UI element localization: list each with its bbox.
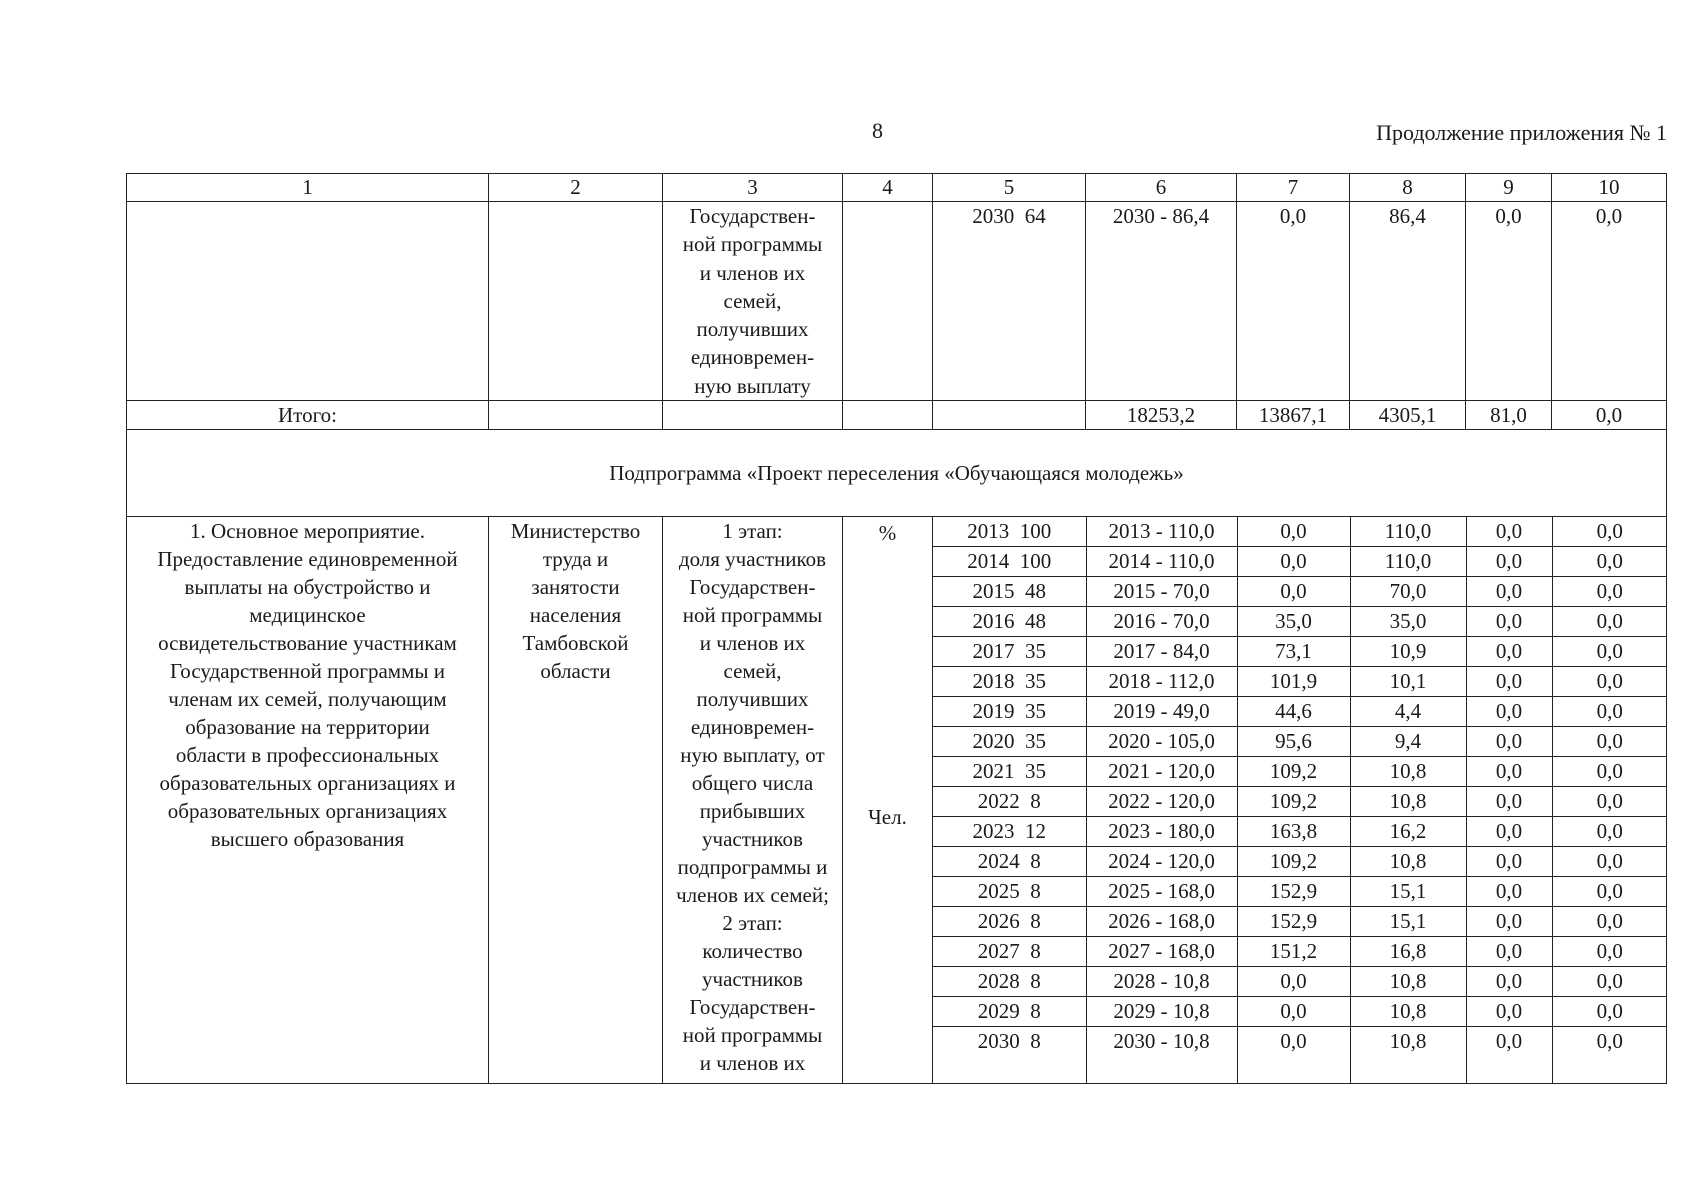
year-cell-c5: 2028 8	[933, 967, 1086, 997]
total-col8: 4305,1	[1350, 401, 1466, 430]
year-row	[933, 607, 1667, 637]
year-row	[933, 1027, 1667, 1084]
amount-col7: 0,0	[1237, 202, 1350, 401]
year-cell-c8: 10,9	[1350, 637, 1466, 667]
appendix-continuation-header: Продолжение приложения № 1	[1376, 120, 1667, 145]
year-cell-c9: 0,0	[1466, 517, 1552, 547]
year-cell-c9: 0,0	[1466, 547, 1552, 577]
year-cell-c6: 2029 - 10,8	[1086, 997, 1237, 1027]
cell-empty	[663, 401, 843, 430]
year-cell-c9: 0,0	[1466, 697, 1552, 727]
year-row	[933, 577, 1667, 607]
year-cell-c8: 9,4	[1350, 727, 1466, 757]
year-cell-c5: 2013 100	[933, 517, 1086, 547]
total-col9: 81,0	[1466, 401, 1552, 430]
year-cell-c10: 0,0	[1552, 817, 1667, 847]
year-cell-c6: 2018 - 112,0	[1086, 667, 1237, 697]
year-cell-c5: 2021 35	[933, 757, 1086, 787]
subprogram-row	[127, 430, 1667, 517]
total-label: Итого:	[127, 401, 489, 430]
year-cell-c5: 2024 8	[933, 847, 1086, 877]
year-row	[933, 907, 1667, 937]
year-cell-c10: 0,0	[1552, 547, 1667, 577]
year-cell-c8: 15,1	[1350, 907, 1466, 937]
year-row	[933, 517, 1667, 547]
year-cell-c7: 109,2	[1237, 787, 1350, 817]
year-cell-c9: 0,0	[1466, 997, 1552, 1027]
year-row	[933, 997, 1667, 1027]
year-cell-c6: 2025 - 168,0	[1086, 877, 1237, 907]
year-cell-c10: 0,0	[1552, 577, 1667, 607]
year-cell-c6: 2023 - 180,0	[1086, 817, 1237, 847]
year-row	[933, 757, 1667, 787]
year-cell-c10: 0,0	[1552, 607, 1667, 637]
col-header: 10	[1552, 174, 1667, 202]
year-cell-c10: 0,0	[1552, 697, 1667, 727]
year-row	[933, 847, 1667, 877]
year-row	[933, 637, 1667, 667]
year-row	[933, 547, 1667, 577]
col-header: 4	[843, 174, 933, 202]
year-row	[933, 787, 1667, 817]
year-cell-c8: 10,8	[1350, 757, 1466, 787]
year-cell-c5: 2019 35	[933, 697, 1086, 727]
year-cell-c8: 10,8	[1350, 847, 1466, 877]
year-cell-c7: 0,0	[1237, 577, 1350, 607]
measure-row	[127, 517, 1667, 1084]
year-cell-c10: 0,0	[1552, 1027, 1667, 1084]
year-cell-c6: 2022 - 120,0	[1086, 787, 1237, 817]
year-cell-c6: 2024 - 120,0	[1086, 847, 1237, 877]
year-row	[933, 967, 1667, 997]
year-cell-c8: 35,0	[1350, 607, 1466, 637]
year-cell-c9: 0,0	[1466, 907, 1552, 937]
year-row	[933, 817, 1667, 847]
year-cell-c5: 2020 35	[933, 727, 1086, 757]
col-header: 8	[1350, 174, 1466, 202]
year-cell-c7: 0,0	[1237, 547, 1350, 577]
year-cell-c9: 0,0	[1466, 757, 1552, 787]
year-row	[933, 667, 1667, 697]
col-header: 1	[127, 174, 489, 202]
year-cell-c7: 101,9	[1237, 667, 1350, 697]
year-cell-c7: 109,2	[1237, 847, 1350, 877]
year-cell-c10: 0,0	[1552, 877, 1667, 907]
year-cell-c7: 44,6	[1237, 697, 1350, 727]
year-cell-c10: 0,0	[1552, 997, 1667, 1027]
cell-empty	[933, 401, 1086, 430]
year-cell-c8: 110,0	[1350, 547, 1466, 577]
year-cell-c6: 2016 - 70,0	[1086, 607, 1237, 637]
unit-cell	[843, 517, 933, 1084]
amount-col9: 0,0	[1466, 202, 1552, 401]
year-cell-c7: 73,1	[1237, 637, 1350, 667]
year-cell-c7: 163,8	[1237, 817, 1350, 847]
year-cell-c7: 152,9	[1237, 907, 1350, 937]
year-cell-c6: 2030 - 10,8	[1086, 1027, 1237, 1084]
cell-empty	[489, 202, 663, 401]
year-cell-c5: 2016 48	[933, 607, 1086, 637]
year-cell-c9: 0,0	[1466, 937, 1552, 967]
year-cell-c9: 0,0	[1466, 787, 1552, 817]
year-cell-c5: 2015 48	[933, 577, 1086, 607]
amount-col8: 86,4	[1350, 202, 1466, 401]
year-cell-c6: 2019 - 49,0	[1086, 697, 1237, 727]
year-cell-c7: 0,0	[1237, 967, 1350, 997]
year-cell-c7: 95,6	[1237, 727, 1350, 757]
year-row	[933, 697, 1667, 727]
appendix-table	[126, 173, 1667, 1084]
year-cell-c10: 0,0	[1552, 727, 1667, 757]
year-cell-c6: 2021 - 120,0	[1086, 757, 1237, 787]
total-col6: 18253,2	[1086, 401, 1237, 430]
year-cell-c8: 10,8	[1350, 787, 1466, 817]
year-cell-c9: 0,0	[1466, 967, 1552, 997]
year-cell-c7: 152,9	[1237, 877, 1350, 907]
column-number-row	[127, 174, 1667, 202]
year-row	[933, 727, 1667, 757]
year-cell-c8: 110,0	[1350, 517, 1466, 547]
year-target: 2030 64	[933, 202, 1086, 401]
col-header: 2	[489, 174, 663, 202]
year-cell-c6: 2026 - 168,0	[1086, 907, 1237, 937]
year-cell-c5: 2025 8	[933, 877, 1086, 907]
page-number: 8	[872, 118, 883, 143]
year-cell-c6: 2028 - 10,8	[1086, 967, 1237, 997]
year-cell-c10: 0,0	[1552, 907, 1667, 937]
year-cell-c6: 2014 - 110,0	[1086, 547, 1237, 577]
year-cell-c6: 2013 - 110,0	[1086, 517, 1237, 547]
year-cell-c8: 15,1	[1350, 877, 1466, 907]
measure-description: 1. Основное мероприятие. Предоставление единовременной выплаты на обустройство и медицинское освидетельствование участникам Государственной программы и членам их семей, получающим образование на территории области в профессиональных образовательных организациях и образовательных организациях высшего образования	[127, 517, 489, 1084]
indicator-description: 1 этап: доля участников Государствен- ной программы и членов их семей, получивших единовремен- ную выплату, от общего числа прибывших участников подпрограммы и членов их семей; 2 этап: количество участников Государствен- ной программы и членов их	[663, 517, 843, 1084]
year-cell-c10: 0,0	[1552, 517, 1667, 547]
col-header: 3	[663, 174, 843, 202]
year-cell-c7: 35,0	[1237, 607, 1350, 637]
year-cell-c5: 2014 100	[933, 547, 1086, 577]
year-cell-c6: 2015 - 70,0	[1086, 577, 1237, 607]
amount-col10: 0,0	[1552, 202, 1667, 401]
year-cell-c7: 0,0	[1237, 517, 1350, 547]
col-header: 7	[1237, 174, 1350, 202]
year-cell-c10: 0,0	[1552, 967, 1667, 997]
col-header: 6	[1086, 174, 1237, 202]
year-cell-c7: 109,2	[1237, 757, 1350, 787]
indicator-text: Государствен- ной программы и членов их семей, получивших единовремен- ную выплату	[663, 202, 843, 401]
subprogram-title: Подпрограмма «Проект переселения «Обучающаяся молодежь»	[127, 430, 1667, 517]
year-cell-c8: 16,2	[1350, 817, 1466, 847]
year-cell-c10: 0,0	[1552, 637, 1667, 667]
year-cell-c5: 2017 35	[933, 637, 1086, 667]
year-cell-c8: 70,0	[1350, 577, 1466, 607]
year-cell-c8: 10,8	[1350, 997, 1466, 1027]
yearly-values-table	[933, 517, 1667, 1083]
year-cell-c10: 0,0	[1552, 847, 1667, 877]
year-cell-c5: 2018 35	[933, 667, 1086, 697]
year-cell-c9: 0,0	[1466, 817, 1552, 847]
year-cell-c5: 2023 12	[933, 817, 1086, 847]
total-row	[127, 401, 1667, 430]
year-cell-c9: 0,0	[1466, 727, 1552, 757]
cell-empty	[843, 401, 933, 430]
year-cell-c10: 0,0	[1552, 667, 1667, 697]
year-cell-c10: 0,0	[1552, 757, 1667, 787]
year-cell-c9: 0,0	[1466, 577, 1552, 607]
year-cell-c10: 0,0	[1552, 937, 1667, 967]
year-cell-c8: 4,4	[1350, 697, 1466, 727]
year-cell-c9: 0,0	[1466, 607, 1552, 637]
year-row	[933, 937, 1667, 967]
year-cell-c9: 0,0	[1466, 637, 1552, 667]
cell-empty	[843, 202, 933, 401]
year-cell-c7: 0,0	[1237, 997, 1350, 1027]
year-amount: 2030 - 86,4	[1086, 202, 1237, 401]
cell-empty	[489, 401, 663, 430]
year-cell-c6: 2027 - 168,0	[1086, 937, 1237, 967]
year-cell-c9: 0,0	[1466, 667, 1552, 697]
unit-people: Чел.	[868, 805, 907, 830]
year-cell-c10: 0,0	[1552, 787, 1667, 817]
year-cell-c9: 0,0	[1466, 1027, 1552, 1084]
continuation-row	[127, 202, 1667, 401]
year-cell-c8: 10,8	[1350, 1027, 1466, 1084]
year-cell-c5: 2027 8	[933, 937, 1086, 967]
col-header: 9	[1466, 174, 1552, 202]
year-row	[933, 877, 1667, 907]
year-cell-c7: 0,0	[1237, 1027, 1350, 1084]
total-col7: 13867,1	[1237, 401, 1350, 430]
year-cell-c8: 10,1	[1350, 667, 1466, 697]
cell-empty	[127, 202, 489, 401]
year-cell-c5: 2026 8	[933, 907, 1086, 937]
total-col10: 0,0	[1552, 401, 1667, 430]
col-header: 5	[933, 174, 1086, 202]
year-cell-c5: 2029 8	[933, 997, 1086, 1027]
year-cell-c6: 2020 - 105,0	[1086, 727, 1237, 757]
year-cell-c9: 0,0	[1466, 877, 1552, 907]
year-cell-c8: 16,8	[1350, 937, 1466, 967]
year-cell-c8: 10,8	[1350, 967, 1466, 997]
year-cell-c9: 0,0	[1466, 847, 1552, 877]
year-cell-c6: 2017 - 84,0	[1086, 637, 1237, 667]
year-cell-c5: 2030 8	[977, 1029, 1041, 1054]
unit-percent: %	[878, 521, 897, 546]
responsible-executor: Министерство труда и занятости населения Тамбовской области	[489, 517, 663, 1084]
yearly-values	[933, 517, 1667, 1084]
year-cell-c7: 151,2	[1237, 937, 1350, 967]
year-cell-c5: 2022 8	[933, 787, 1086, 817]
